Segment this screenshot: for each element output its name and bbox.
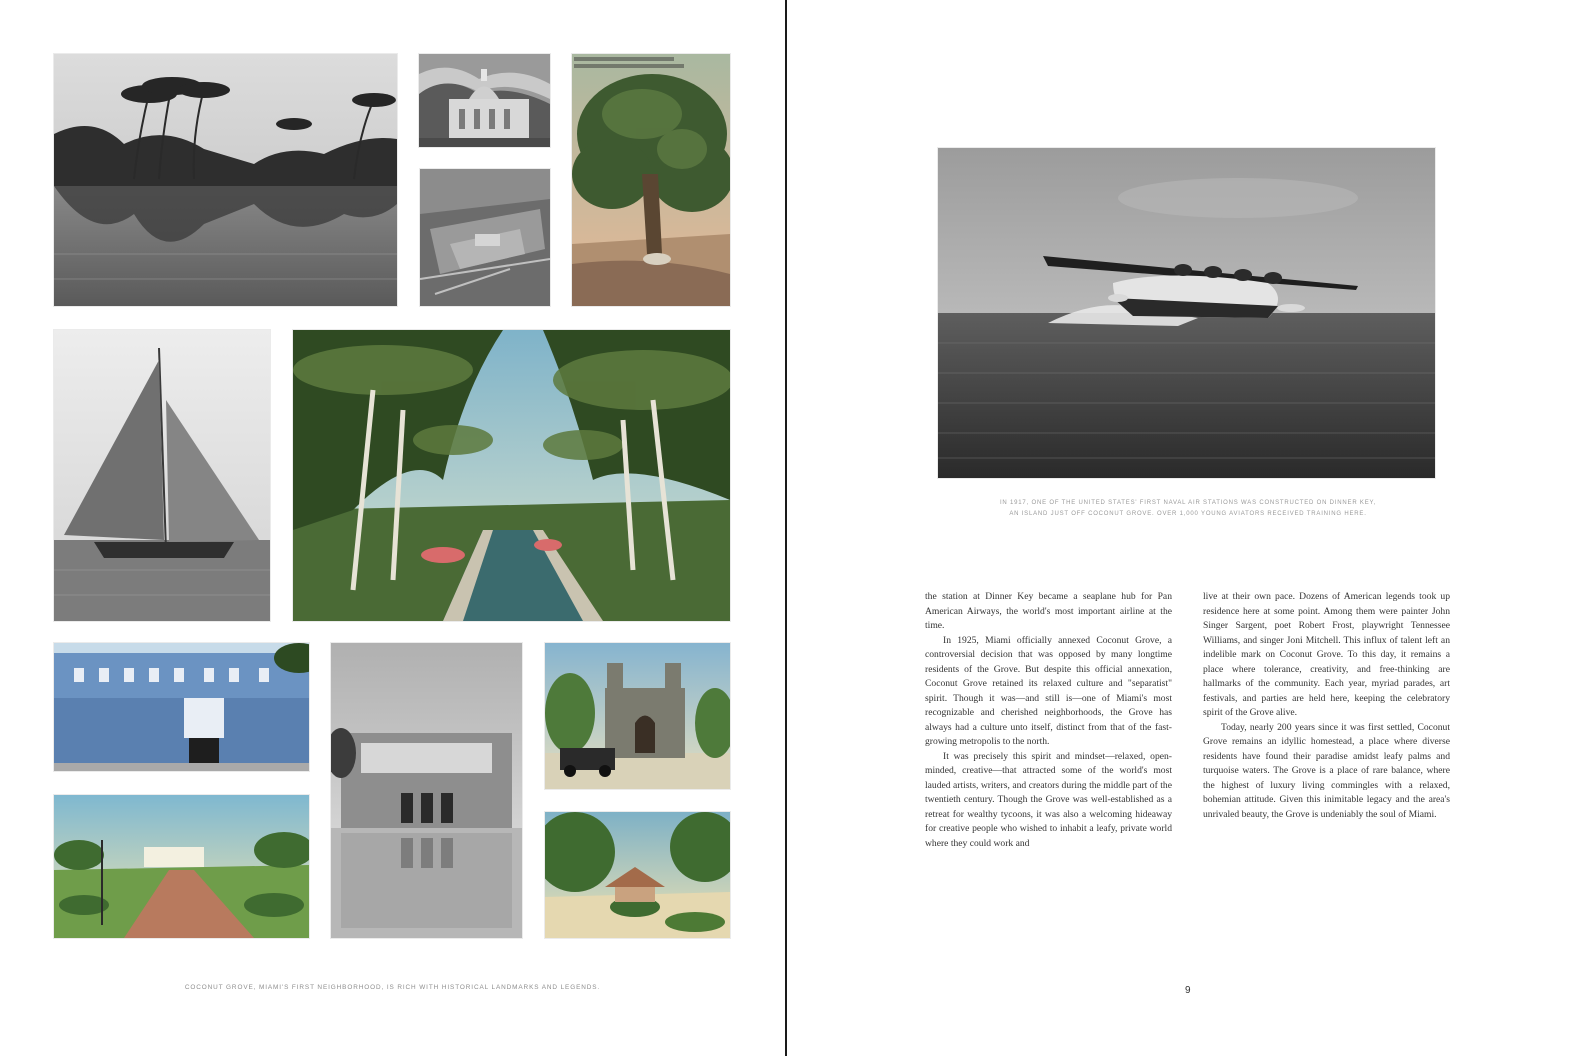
paragraph: live at their own pace. Dozens of American legends took up residence here at some point. Among them were painter John Singer Sargent, poet Robert Frost, playwright Tennessee Williams, and singer Joni Mitchell. This influx of talent left an indelible mark on Coconut Grove. To this day, it remains a place where tolerance, creativity, and free-thinking are hallmarks of the community. Each year, myriad parades, art festivals, and parties are held here, keeping the celebratory spirit of the Grove alive.	[1203, 591, 1450, 718]
seaplane-photo	[938, 148, 1435, 478]
banyan-tree-postcard	[572, 54, 730, 306]
left-page-caption: COCONUT GROVE, MIAMI'S FIRST NEIGHBORHOOD, IS RICH WITH HISTORICAL LANDMARKS AND LEGENDS.	[184, 984, 601, 991]
left-page	[0, 0, 785, 1056]
page-number: 9	[1185, 985, 1191, 996]
stone-church-postcard	[545, 643, 730, 789]
right-page-caption	[938, 498, 1438, 520]
paragraph: the station at Dinner Key became a seaplane hub for Pan American Airways, the world's most important airline at the time.	[925, 591, 1172, 631]
boulevard-postcard	[54, 795, 309, 938]
body-column-1	[925, 590, 1172, 851]
aerial-airfield-photo	[420, 169, 550, 306]
tropical-park-postcard	[545, 812, 730, 938]
sailboat-photo	[54, 330, 270, 621]
blue-building-photo	[54, 643, 309, 771]
domed-building-photo	[419, 54, 550, 147]
caption-line-2: AN ISLAND JUST OFF COCONUT GROVE. OVER 1,000 YOUNG AVIATORS RECEIVED TRAINING HERE.	[1009, 511, 1367, 517]
lagoon-palms-photo	[54, 54, 397, 306]
paragraph: Today, nearly 200 years since it was first settled, Coconut Grove remains an idyllic homestead, a place where diverse residents have found their paradise amidst leafy palms and turquoise waters. The Grove is a place of rare balance, where the highest of luxury living commingles with a relaxed, bohemian attitude. Given this inimitable legacy and the area's unrivaled beauty, the Grove is undeniably the soul of Miami.	[1203, 721, 1450, 820]
paragraph: In 1925, Miami officially annexed Coconut Grove, a controversial decision that was opposed by many longtime residents of the Grove. But despite this official annexation, Coconut Grove retained its relaxed culture and "separatist" spirit. Though it was—and still is—one of Miami's most recognizable and cherished neighborhoods, the Grove has always had a culture unto itself, distinct from that of the fast-growing metropolis to the north.	[925, 634, 1172, 747]
caption-line-1: IN 1917, ONE OF THE UNITED STATES' FIRST NAVAL AIR STATIONS WAS CONSTRUCTED ON DINNER KEY,	[999, 500, 1377, 506]
mansion-reflection-photo	[331, 643, 522, 938]
body-column-2	[1203, 590, 1450, 822]
paragraph: It was precisely this spirit and mindset—relaxed, open-minded, creative—that attracted some of the world's most lauded artists, writers, and creators during the middle part of the twentieth century. Though the Grove was well-established as a retreat for wealthy tycoons, it was also a welcoming hideaway for creative people who wished to inhabit a leafy, private world where they could work and	[925, 750, 1172, 849]
palm-canal-postcard	[293, 330, 730, 621]
